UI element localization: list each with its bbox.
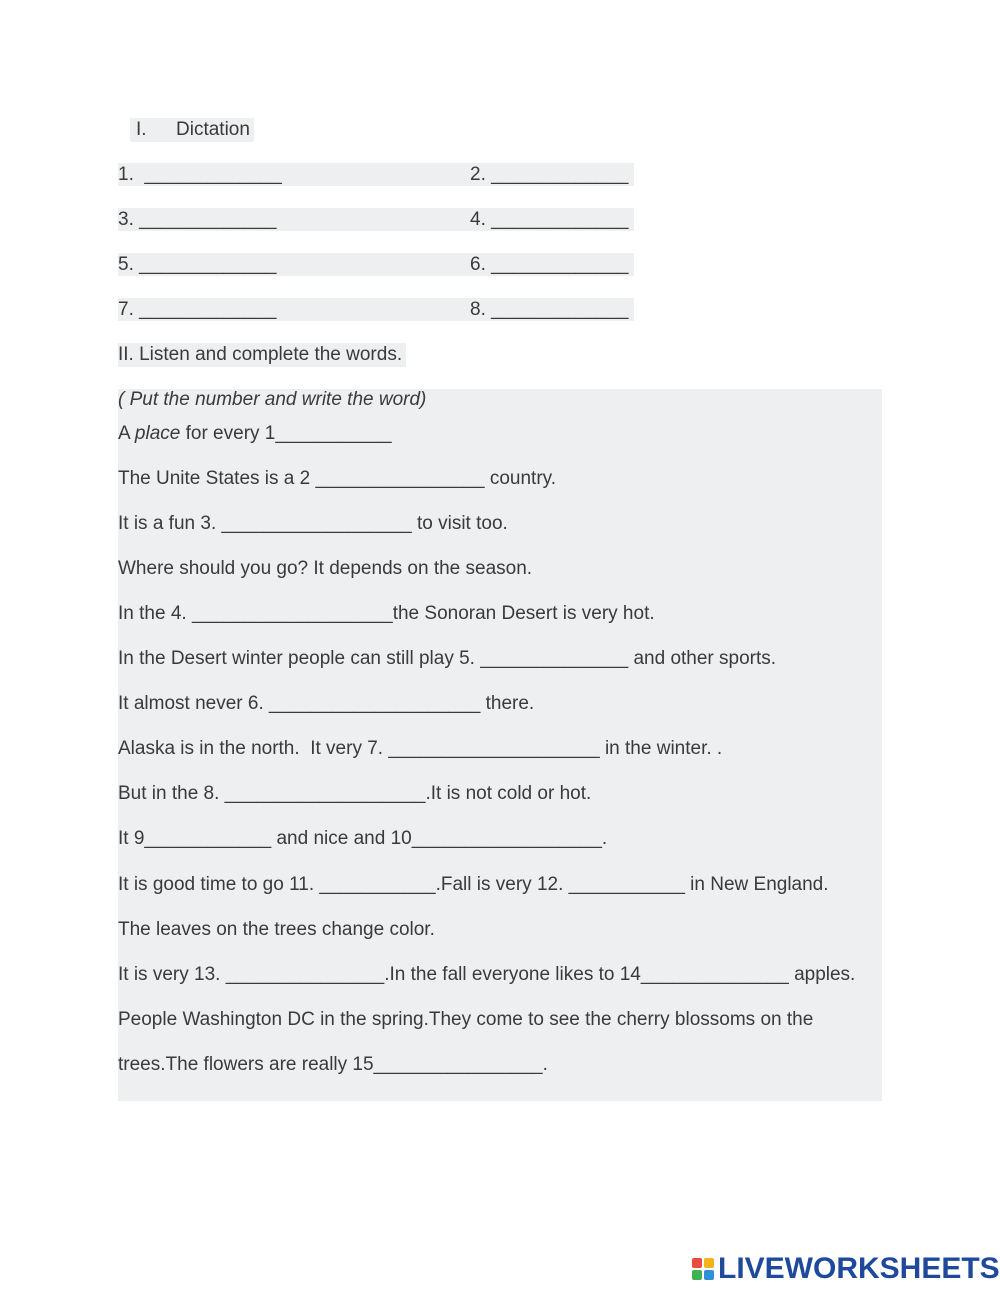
exercise-line[interactable]: Alaska is in the north. It very 7. ____________________ in the winter. . [118,738,723,759]
exercise-line: The leaves on the trees change color. [118,919,435,940]
section-2-title: II. Listen and complete the words. [118,343,406,367]
exercise-line[interactable]: In the Desert winter people can still play 5. ______________ and other sports. [118,648,777,669]
logo-text: LIVEWORKSHEETS [718,1252,1000,1285]
dictation-item-5[interactable]: 5. _____________ [118,254,277,275]
dictation-row [118,253,634,276]
dictation-item-3[interactable]: 3. _____________ [118,209,277,230]
dictation-row [118,163,634,186]
dictation-row [118,298,634,321]
liveworksheets-logo [692,1254,1000,1284]
dictation-item-1[interactable]: 1. _____________ [118,164,282,185]
exercise-line: People Washington DC in the spring.They come to see the cherry blossoms on the [118,1009,814,1030]
line-1-post[interactable]: for every 1___________ [180,423,392,444]
section-1-title: Dictation [176,119,250,140]
dictation-row [118,208,634,231]
exercise-line: Where should you go? It depends on the season. [118,558,533,579]
section-1-numeral: I. [136,119,147,140]
dictation-item-6[interactable]: 6. _____________ [470,254,629,275]
exercise-line[interactable]: It 9____________ and nice and 10__________________. [118,828,608,849]
dictation-item-4[interactable]: 4. _____________ [470,209,629,230]
section-2-instruction: ( Put the number and write the word) [118,389,427,410]
line-1-italic: place [134,423,181,444]
exercise-line[interactable]: It almost never 6. ____________________ there. [118,693,535,714]
logo-icon [692,1258,714,1280]
section-1-heading [130,118,254,142]
exercise-line[interactable]: In the 4. ___________________the Sonoran Desert is very hot. [118,603,655,624]
dictation-item-2[interactable]: 2. _____________ [470,164,629,185]
exercise-line[interactable]: But in the 8. ___________________.It is not cold or hot. [118,783,592,804]
dictation-item-7[interactable]: 7. _____________ [118,299,277,320]
exercise-line[interactable]: trees.The flowers are really 15________________. [118,1054,548,1075]
exercise-line[interactable]: The Unite States is a 2 ________________ country. [118,468,557,489]
exercise-line[interactable]: It is good time to go 11. ___________.Fall is very 12. ___________ in New England. [118,874,829,895]
exercise-line-1 [118,422,392,446]
exercise-line[interactable]: It is very 13. _______________.In the fall everyone likes to 14______________ apples. [118,964,856,985]
line-1-pre: A [118,423,135,444]
dictation-item-8[interactable]: 8. _____________ [470,299,629,320]
exercise-line[interactable]: It is a fun 3. __________________ to visit too. [118,513,508,534]
